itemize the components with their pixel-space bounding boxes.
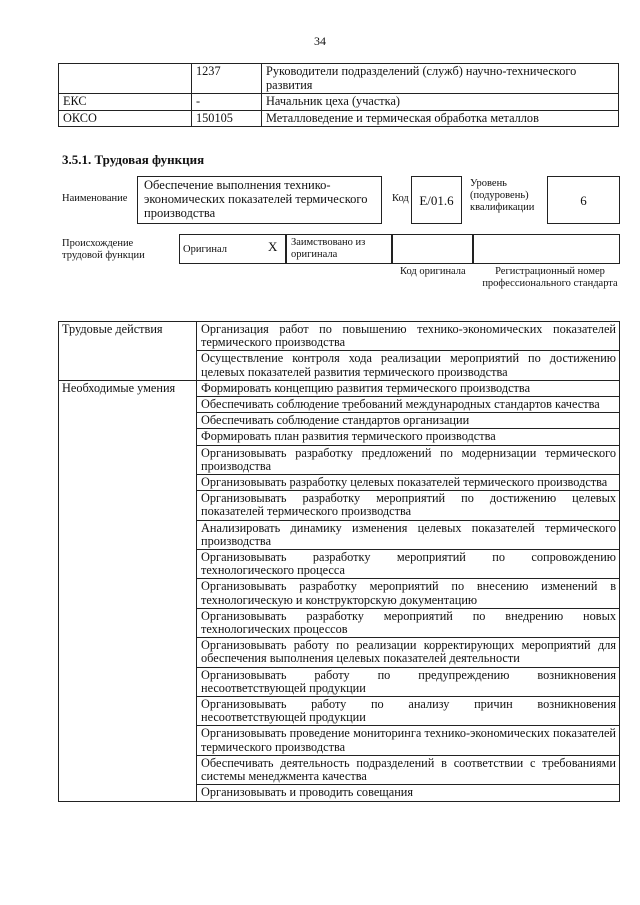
table-cell: - xyxy=(192,94,262,111)
table-cell: 1237 xyxy=(192,64,262,94)
skill-item: Организовывать разработку предложений по модернизации термического производства xyxy=(197,445,620,474)
origin-label: Происхождение трудовой функции xyxy=(62,238,145,261)
skill-item: Организовывать разработку целевых показателей термического производства xyxy=(197,475,620,491)
function-code-label: Код xyxy=(392,193,409,204)
skill-item: Организовывать работу по реализации корректирующих мероприятий для обеспечения выполнения целевых показателей деятельности xyxy=(197,638,620,667)
table-cell: Начальник цеха (участка) xyxy=(262,94,619,111)
table-row xyxy=(59,94,619,111)
function-code-value: E/01.6 xyxy=(411,176,462,224)
labor-actions-label: Трудовые действия xyxy=(59,322,197,381)
qualification-level-value: 6 xyxy=(547,176,620,224)
page-number: 34 xyxy=(314,34,326,48)
skill-item: Организовывать разработку мероприятий по внесению изменений в технологическую и конструкторскую документацию xyxy=(197,579,620,608)
qualification-level-label: Уровень (подуровень) квалификации xyxy=(470,178,535,213)
registration-number-caption: Регистрационный номер профессионального стандарта xyxy=(482,266,618,289)
registration-number-box xyxy=(473,234,620,264)
skill-item: Формировать концепцию развития термического производства xyxy=(197,380,620,396)
skill-item: Обеспечивать соблюдение стандартов организации xyxy=(197,413,620,429)
section-title: 3.5.1. Трудовая функция xyxy=(62,152,205,167)
function-name-value: Обеспечение выполнения технико-экономических показателей термического производства xyxy=(137,176,382,224)
table-row xyxy=(59,64,619,94)
table-row xyxy=(59,322,620,351)
labor-action-item: Организация работ по повышению технико-экономических показателей термического производства xyxy=(197,322,620,351)
classification-table xyxy=(58,63,619,127)
function-name-label: Наименование xyxy=(62,193,128,204)
skill-item: Организовывать разработку мероприятий по достижению целевых показателей термического производства xyxy=(197,491,620,520)
skill-item: Анализировать динамику изменения целевых показателей термического производства xyxy=(197,520,620,549)
skill-item: Формировать план развития термического производства xyxy=(197,429,620,445)
skills-label: Необходимые умения xyxy=(59,380,197,801)
skill-item: Организовывать работу по анализу причин возникновения несоответствующей продукции xyxy=(197,697,620,726)
skill-item: Организовывать разработку мероприятий по внедрению новых технологических процессов xyxy=(197,608,620,637)
origin-original-mark: X xyxy=(268,239,278,254)
table-cell: Металловедение и термическая обработка металлов xyxy=(262,110,619,127)
table-cell: 150105 xyxy=(192,110,262,127)
origin-borrowed-label: Заимствовано из оригинала xyxy=(291,237,366,260)
skill-item: Организовывать работу по предупреждению возникновения несоответствующей продукции xyxy=(197,667,620,696)
table-cell: ЕКС xyxy=(59,94,192,111)
table-row xyxy=(59,110,619,127)
labor-action-item: Осуществление контроля хода реализации мероприятий по достижению целевых показателей развития термического производства xyxy=(197,351,620,380)
original-code-caption: Код оригинала xyxy=(400,266,466,277)
original-code-box xyxy=(392,234,473,264)
table-cell xyxy=(59,64,192,94)
skill-item: Организовывать разработку мероприятий по сопровождению технологического процесса xyxy=(197,550,620,579)
skill-item: Организовывать и проводить совещания xyxy=(197,785,620,801)
skill-item: Организовывать проведение мониторинга технико-экономических показателей термического производства xyxy=(197,726,620,755)
origin-borrowed-box xyxy=(286,234,392,264)
function-details-table xyxy=(58,321,620,802)
table-cell: Руководители подразделений (служб) научно-технического развития xyxy=(262,64,619,94)
table-cell: ОКСО xyxy=(59,110,192,127)
skill-item: Обеспечивать деятельность подразделений в соответствии с требованиями системы менеджмента качества xyxy=(197,755,620,784)
table-row xyxy=(59,380,620,396)
skill-item: Обеспечивать соблюдение требований международных стандартов качества xyxy=(197,397,620,413)
origin-original-label: Оригинал xyxy=(183,244,227,255)
origin-original-box xyxy=(179,234,286,264)
